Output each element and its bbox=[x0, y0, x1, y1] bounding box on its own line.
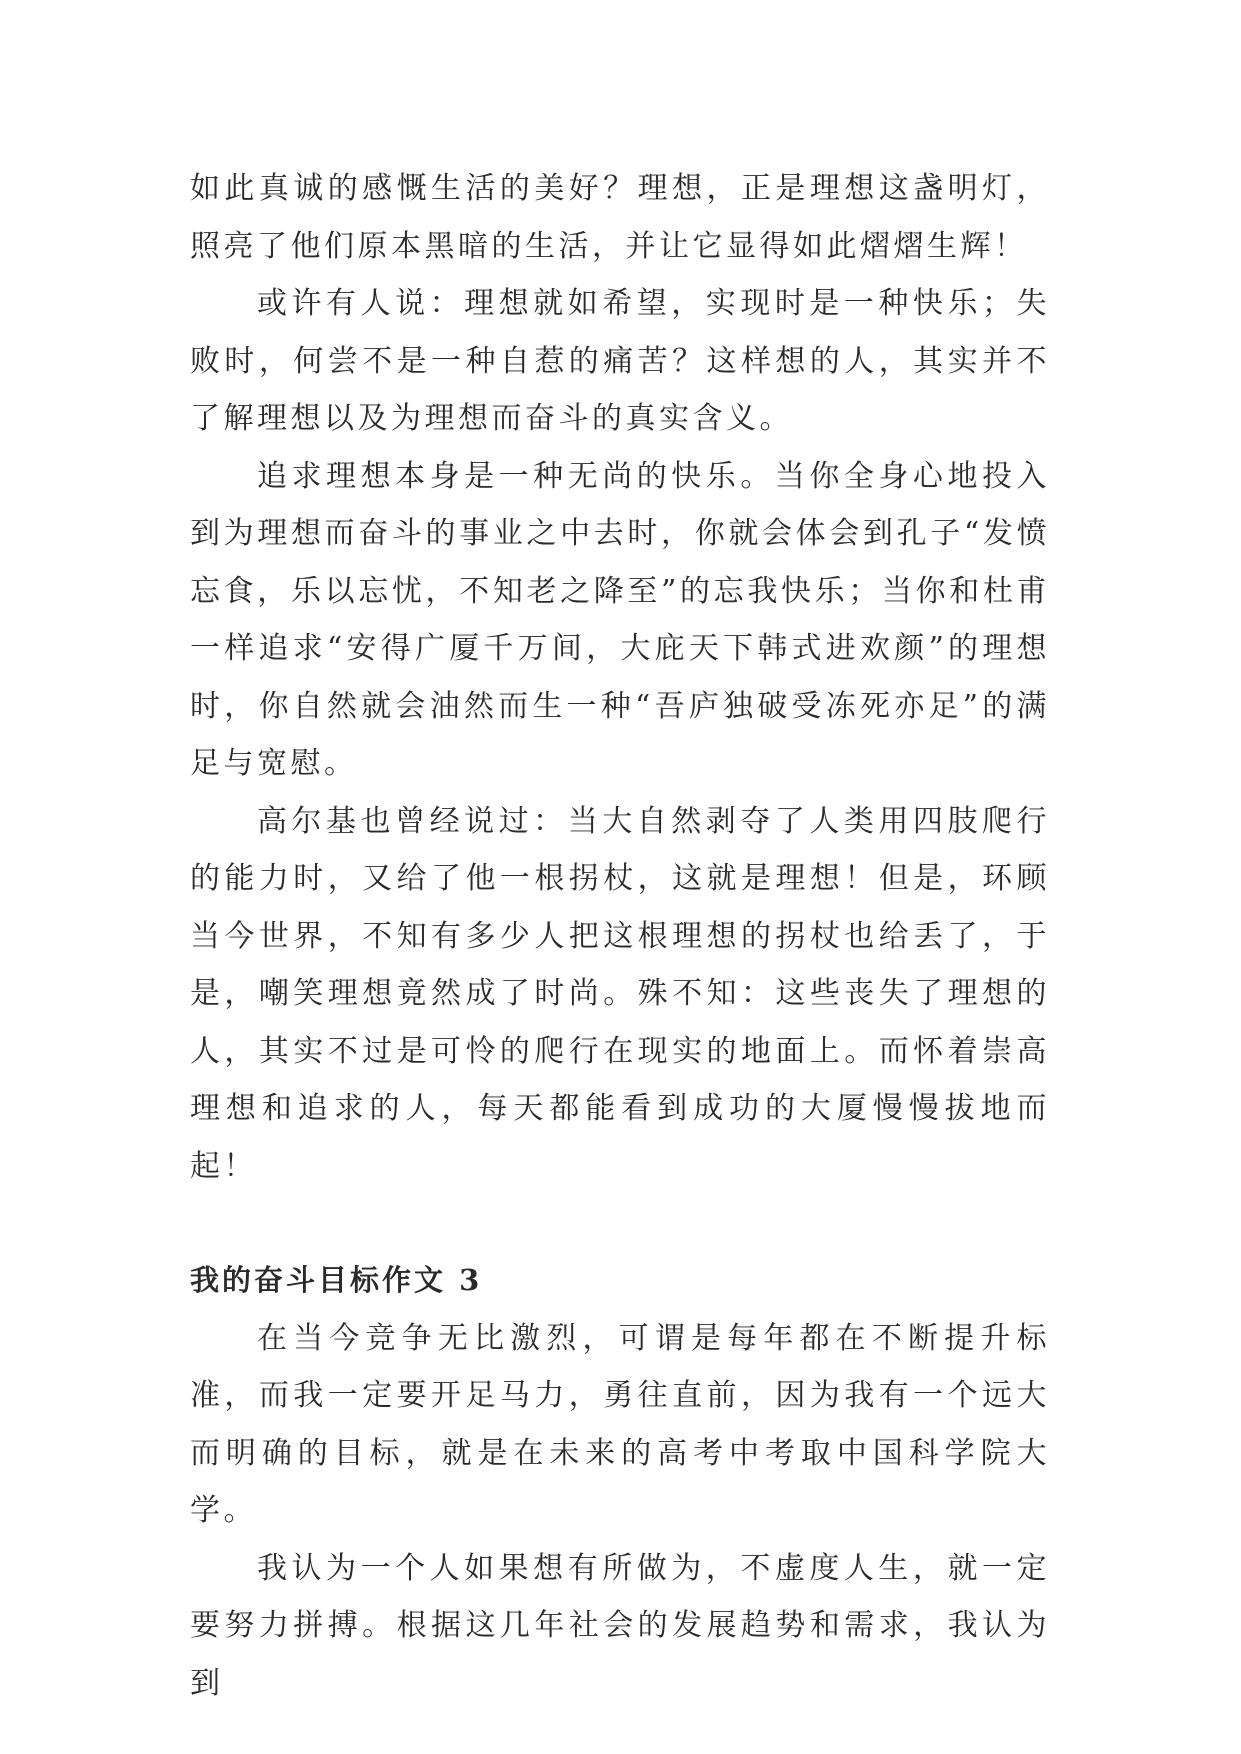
paragraph-1: 如此真诚的感慨生活的美好？理想，正是理想这盏明灯，照亮了他们原本黑暗的生活，并让它显得如此熠熠生辉！ bbox=[190, 171, 1050, 264]
paragraph-2: 或许有人说：理想就如希望，实现时是一种快乐；失败时，何尝不是一种自惹的痛苦？这样想的人，其实并不了解理想以及为理想而奋斗的真实含义。 bbox=[190, 286, 1050, 436]
document-body bbox=[190, 160, 1050, 1712]
paragraph-3: 追求理想本身是一种无尚的快乐。当你全身心地投入到为理想而奋斗的事业之中去时，你就会体会到孔子“发愤忘食，乐以忘忧，不知老之降至”的忘我快乐；当你和杜甫一样追求“安得广厦千万间，大庇天下韩式进欢颜”的理想时，你自然就会油然而生一种“吾庐独破受冻死亦足”的满足与宽慰。 bbox=[190, 458, 1050, 781]
paragraph-4: 高尔基也曾经说过：当大自然剥夺了人类用四肢爬行的能力时，又给了他一根拐杖，这就是理想！但是，环顾当今世界，不知有多少人把这根理想的拐杖也给丢了，于是，嘲笑理想竟然成了时尚。殊不知：这些丧失了理想的人，其实不过是可怜的爬行在现实的地面上。而怀着崇高理想和追求的人，每天都能看到成功的大厦慢慢拔地而起！ bbox=[190, 803, 1050, 1184]
paragraph-5: 在当今竞争无比激烈，可谓是每年都在不断提升标准，而我一定要开足马力，勇往直前，因为我有一个远大而明确的目标，就是在未来的高考中考取中国科学院大学。 bbox=[190, 1320, 1050, 1528]
section-heading: 我的奋斗目标作文 3 bbox=[190, 1263, 483, 1297]
paragraph-6: 我认为一个人如果想有所做为，不虚度人生，就一定要努力拼搏。根据这几年社会的发展趋势和需求，我认为到 bbox=[190, 1550, 1050, 1701]
